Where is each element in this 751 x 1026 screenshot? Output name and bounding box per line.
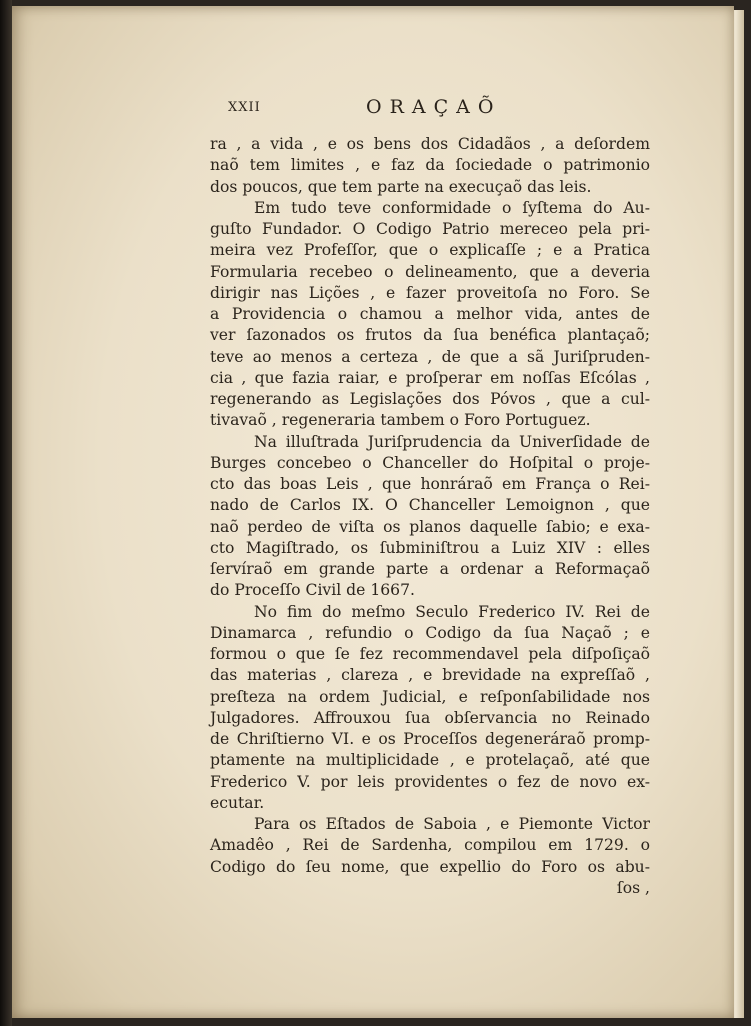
text-line: ra , a vida , e os bens dos Cidadãos , a deſordem bbox=[210, 135, 650, 153]
text-line: ver ſazonados os frutos da ſua benéfica plantaçaõ; bbox=[210, 326, 650, 345]
text-line: naõ tem limites , e faz da ſociedade o patrimonio bbox=[210, 156, 650, 175]
book-spine-shadow bbox=[0, 0, 12, 1026]
text-line: Julgadores. Affrouxou ſua obſervancia no Reinado bbox=[210, 708, 650, 727]
text-line: Dinamarca , refundio o Codigo da ſua Naçaõ ; e bbox=[210, 623, 650, 642]
text-line: Na illuſtrada Juriſprudencia da Univerſidade de bbox=[254, 432, 650, 451]
page-number: XXII bbox=[228, 100, 261, 115]
text-line: preſteza na ordem Judicial, e reſponſabilidade nos bbox=[210, 687, 650, 706]
text-line: guſto Fundador. O Codigo Patrio mereceo pela pri- bbox=[210, 220, 650, 238]
text-line: ſervíraõ em grande parte a ordenar a Reformaçaõ bbox=[210, 560, 650, 578]
text-line: meira vez Profeſſor, que o explicaſſe ; e a Pratica bbox=[210, 241, 650, 260]
text-line: cia , que fazia raiar, e proſperar em noſſas Eſcólas , bbox=[210, 368, 650, 387]
text-line: Codigo do ſeu nome, que expellio do Foro os abu- bbox=[210, 857, 650, 876]
text-line: cto Magiſtrado, os ſubminiſtrou a Luiz XIV : elles bbox=[210, 538, 650, 557]
text-line: Formularia recebeo o delineamento, que a deveria bbox=[210, 262, 650, 281]
text-line: cto das boas Leis , que honráraõ em França o Rei- bbox=[210, 475, 650, 493]
body-text bbox=[210, 134, 650, 899]
text-line: Frederico V. por leis providentes o fez de novo ex- bbox=[210, 772, 650, 791]
text-line: das materias , clareza , e brevidade na expreſſaõ , bbox=[210, 666, 650, 685]
text-line: regenerando as Legislações dos Póvos , que a cul- bbox=[210, 390, 650, 408]
text-line: formou o que ſe fez recommendavel pela diſpoſiçaõ bbox=[210, 645, 650, 663]
text-line: Burges concebeo o Chanceller do Hoſpital o proje- bbox=[210, 453, 650, 472]
running-title: ORAÇAÕ bbox=[366, 96, 502, 118]
text-line: Em tudo teve conformidade o ſyſtema do Au- bbox=[254, 198, 650, 217]
page-header bbox=[228, 96, 658, 120]
text-line: Amadêo , Rei de Sardenha, compilou em 1729. o bbox=[210, 836, 650, 855]
text-line: de Chriſtierno VI. e os Proceſſos degeneráraõ promp- bbox=[210, 730, 650, 748]
text-line: do Proceſſo Civil de 1667. bbox=[210, 581, 415, 600]
text-line: dirigir nas Lições , e fazer proveitoſa no Foro. Se bbox=[210, 283, 650, 302]
text-line: tivavaõ , regeneraria tambem o Foro Portuguez. bbox=[210, 411, 591, 430]
text-line: nado de Carlos IX. O Chanceller Lemoignon , que bbox=[210, 496, 650, 515]
text-line: naõ perdeo de viſta os planos daquelle ſabio; e exa- bbox=[210, 517, 650, 536]
text-line: dos poucos, que tem parte na execuçaõ das leis. bbox=[210, 177, 592, 196]
text-line: ſos , bbox=[616, 878, 650, 897]
text-line: Para os Eſtados de Saboia , e Piemonte Victor bbox=[254, 815, 650, 833]
text-line: ptamente na multiplicidade , e protelaçaõ, até que bbox=[210, 751, 650, 770]
text-line: No fim do meſmo Seculo Frederico IV. Rei de bbox=[254, 602, 650, 621]
text-line: ecutar. bbox=[210, 793, 265, 812]
text-line: a Providencia o chamou a melhor vida, antes de bbox=[210, 305, 650, 323]
text-line: teve ao menos a certeza , de que a sã Juriſpruden- bbox=[210, 347, 650, 366]
